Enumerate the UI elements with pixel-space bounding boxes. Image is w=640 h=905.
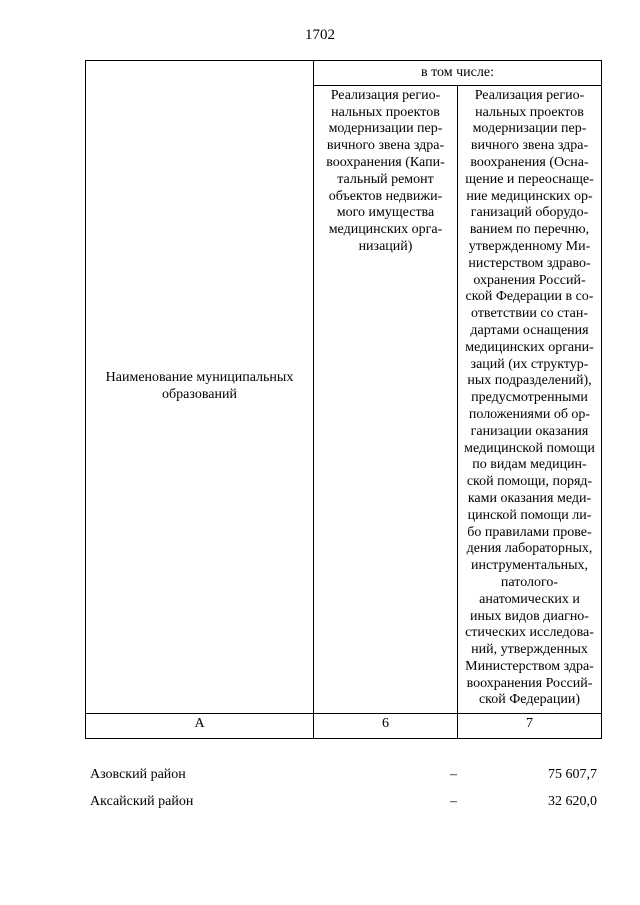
column-letter-a: А [86,714,314,739]
budget-table [85,60,602,739]
column-letter-6: 6 [314,714,458,739]
column-6-header: Реализация регио- нальных проектов модернизации пер- вичного звена здра- воохранения (Капи- тальный ремонт объектов недвижи- мого имущества медицинских орга- низаций) [314,85,458,713]
row-value-col6: – [450,794,457,809]
row-value-col7: 32 620,0 [548,794,597,809]
table-group-header-row [86,61,602,86]
municipal-name-column-header: Наименование муниципальных образований [86,61,314,714]
row-value-col6: – [450,767,457,782]
including-group-header: в том числе: [314,61,602,86]
column-letter-row [86,714,602,739]
row-value-col7: 75 607,7 [548,767,597,782]
table-row [85,767,597,787]
page-number: 1702 [305,27,335,43]
table-row [85,794,597,814]
column-letter-7: 7 [458,714,602,739]
column-7-header: Реализация регио- нальных проектов модернизации пер- вичного звена здра- воохранения (Осна- щение и переоснаще- ние медицинских ор- ганизаций оборудо- ванием по перечню, утвержденному Ми- нистерством здраво- охранения Россий- ской Федерации в со- ответствии со стан- дартами оснащения медицинских органи- заций (их структур- ных подразделений), предусмотренными положениями об ор- ганизации оказания медицинской помощи по видам медицин- ской помощи, поряд- ками оказания меди- цинской помощи ли- бо правилами прове- дения лабораторных, инструментальных, патолого- анатомических и иных видов диагно- стических исследова- ний, утвержденных Министерством здра- воохранения Россий- ской Федерации) [458,85,602,713]
row-municipality-name: Аксайский район [90,794,194,809]
row-municipality-name: Азовский район [90,767,186,782]
